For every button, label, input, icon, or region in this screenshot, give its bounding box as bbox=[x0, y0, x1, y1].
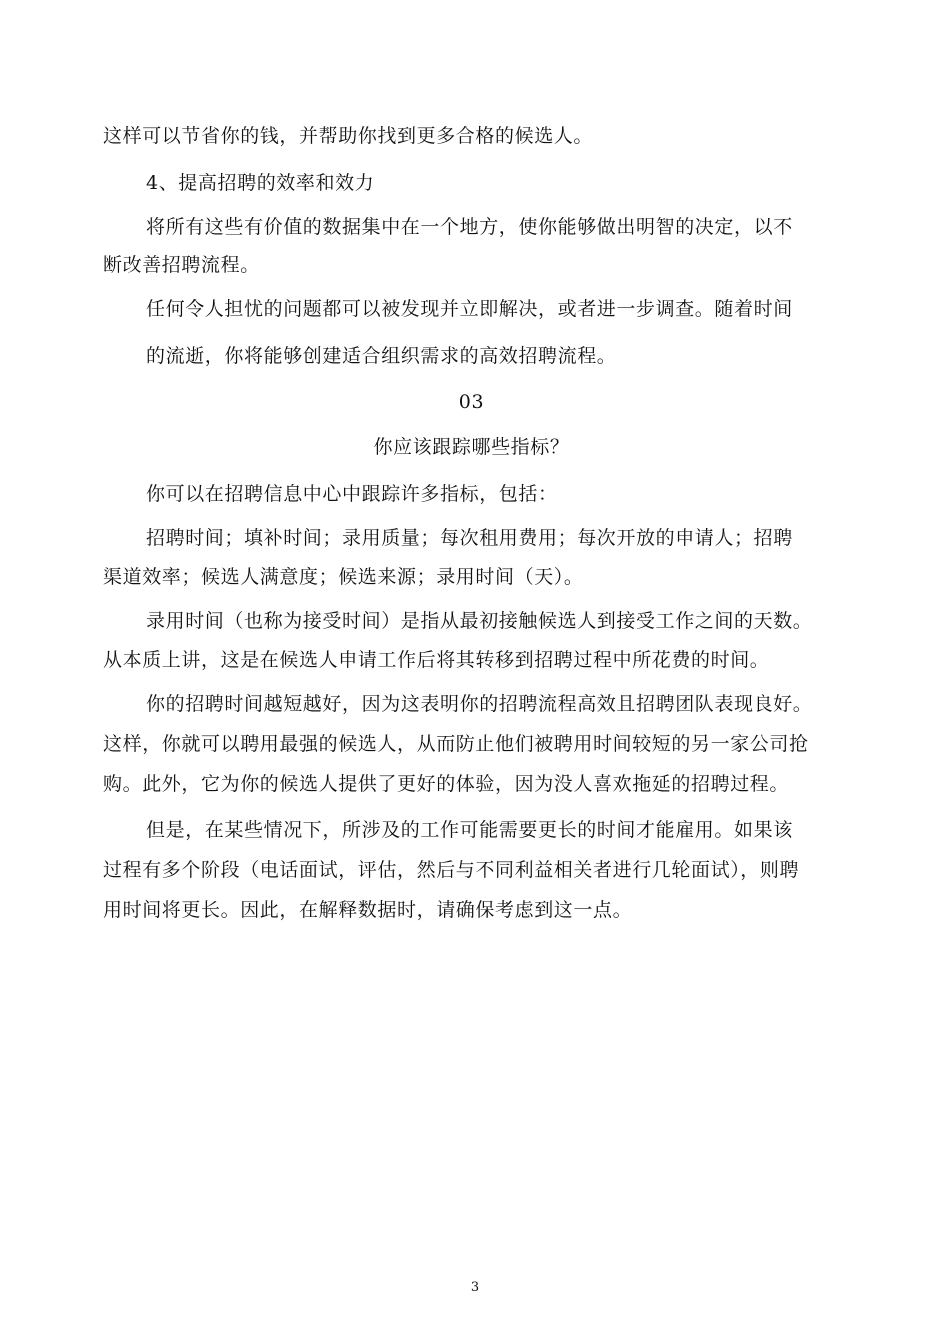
text-line: 录用时间（也称为接受时间）是指从最初接触候选人到接受工作之间的天数。 bbox=[146, 610, 813, 632]
text-line: 从本质上讲，这是在候选人申请工作后将其转移到招聘过程中所花费的时间。 bbox=[103, 649, 770, 671]
text-line: 任何令人担忧的问题都可以被发现并立即解决，或者进一步调查。随着时间 bbox=[146, 298, 793, 320]
text-line: 这样可以节省你的钱，并帮助你找到更多合格的候选人。 bbox=[103, 125, 594, 147]
text-line: 4、提高招聘的效率和效力 bbox=[146, 172, 375, 194]
text-line: 渠道效率；候选人满意度；候选来源；录用时间（天）。 bbox=[103, 566, 584, 588]
text-line: 过程有多个阶段（电话面试，评估，然后与不同利益相关者进行几轮面试），则聘 bbox=[103, 859, 800, 881]
page-number: 3 bbox=[470, 1280, 480, 1295]
section-number: 03 bbox=[458, 391, 485, 413]
text-line: 招聘时间；填补时间；录用质量；每次租用费用；每次开放的申请人；招聘 bbox=[146, 527, 793, 549]
text-line: 但是，在某些情况下，所涉及的工作可能需要更长的时间才能雇用。如果该 bbox=[146, 819, 793, 841]
text-line: 断改善招聘流程。 bbox=[103, 254, 260, 276]
text-line: 购。此外，它为你的候选人提供了更好的体验，因为没人喜欢拖延的招聘过程。 bbox=[103, 773, 790, 795]
text-line: 的流逝，你将能够创建适合组织需求的高效招聘流程。 bbox=[146, 345, 617, 367]
text-line: 用时间将更长。因此，在解释数据时，请确保考虑到这一点。 bbox=[103, 899, 633, 921]
text-line: 你的招聘时间越短越好，因为这表明你的招聘流程高效且招聘团队表现良好。 bbox=[146, 693, 813, 715]
section-heading: 你应该跟踪哪些指标？ bbox=[373, 436, 570, 458]
text-line: 这样，你就可以聘用最强的候选人，从而防止他们被聘用时间较短的另一家公司抢 bbox=[103, 733, 809, 755]
text-line: 你可以在招聘信息中心中跟踪许多指标，包括： bbox=[146, 483, 558, 505]
text-line: 将所有这些有价值的数据集中在一个地方，使你能够做出明智的决定，以不 bbox=[146, 216, 793, 238]
